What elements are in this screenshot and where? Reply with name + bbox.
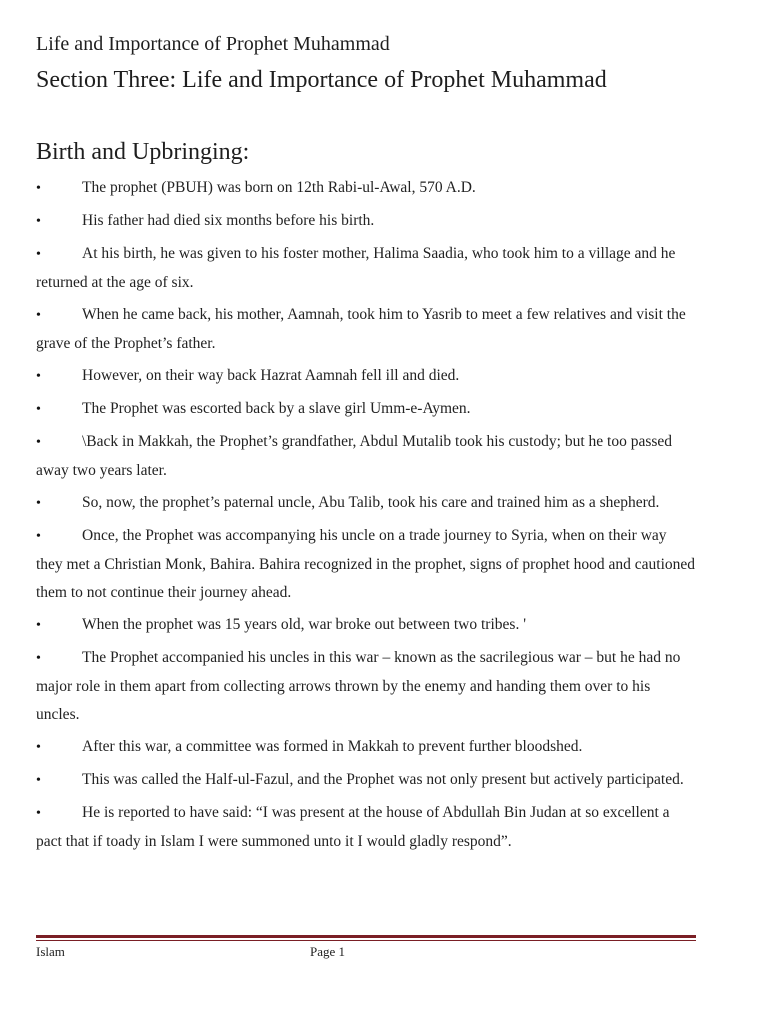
bullet-icon: • [36,402,41,417]
bullet-icon: • [36,214,41,229]
list-item [36,522,696,607]
bullet-text: When he came back, his mother, Aamnah, took him to Yasrib to meet a few relatives and visit the grave of the Prophet’s father. [36,306,686,352]
bullet-icon: • [36,618,41,633]
bullet-icon: • [36,308,41,323]
bullet-icon: • [36,529,41,544]
list-item [36,362,696,391]
bullet-text: He is reported to have said: “I was present at the house of Abdullah Bin Judan at so excellent a pact that if toady in Islam I were summoned unto it I would gladly respond”. [36,804,670,850]
list-item [36,207,696,236]
bullet-text: The Prophet was escorted back by a slave girl Umm-e-Aymen. [82,400,471,417]
footer-subject: Islam [36,944,65,959]
list-item [36,799,696,856]
list-item [36,301,696,358]
footer-page-number: Page 1 [310,944,346,959]
list-item [36,240,696,297]
bullet-icon: • [36,773,41,788]
bullet-icon: • [36,435,41,450]
bullet-icon: • [36,740,41,755]
bullet-icon: • [36,496,41,511]
bullet-text: This was called the Half-ul-Fazul, and the Prophet was not only present but actively participated. [82,771,684,788]
list-item [36,611,696,640]
bullet-icon: • [36,247,41,262]
subheading-birth-and-upbringing: Birth and Upbringing: [36,139,250,165]
bullet-text: \Back in Makkah, the Prophet’s grandfather, Abdul Mutalib took his custody; but he too passed away two years later. [36,433,673,479]
running-head: Life and Importance of Prophet Muhammad [36,33,390,55]
bullet-text: The Prophet accompanied his uncles in this war – known as the sacrilegious war – but he had no major role in them apart from collecting arrows thrown by the enemy and handing them over to his uncles. [36,649,681,723]
bullet-icon: • [36,369,41,384]
section-title: Section Three: Life and Importance of Prophet Muhammad [36,67,607,93]
list-item [36,766,696,795]
bullet-text: At his birth, he was given to his foster mother, Halima Saadia, who took him to a village and he returned at the age of six. [36,245,676,291]
bullet-text: However, on their way back Hazrat Aamnah fell ill and died. [82,367,460,384]
bullet-text: Once, the Prophet was accompanying his uncle on a trade journey to Syria, when on their way they met a Christian Monk, Bahira. Bahira recognized in the prophet, signs of prophet hood and cautioned them to not continue their journey ahead. [36,527,696,601]
bullet-list [36,174,696,860]
bullet-text: When the prophet was 15 years old, war broke out between two tribes. ' [82,616,526,633]
bullet-icon: • [36,806,41,821]
list-item [36,733,696,762]
list-item [36,644,696,729]
list-item [36,174,696,203]
bullet-icon: • [36,651,41,666]
bullet-text: The prophet (PBUH) was born on 12th Rabi-ul-Awal, 570 A.D. [82,179,476,196]
footer-rule [36,935,696,941]
bullet-text: His father had died six months before his birth. [82,212,375,229]
bullet-text: So, now, the prophet’s paternal uncle, Abu Talib, took his care and trained him as a shepherd. [82,494,660,511]
bullet-text: After this war, a committee was formed in Makkah to prevent further bloodshed. [82,738,583,755]
list-item [36,395,696,424]
bullet-icon: • [36,181,41,196]
list-item [36,428,696,485]
list-item [36,489,696,518]
